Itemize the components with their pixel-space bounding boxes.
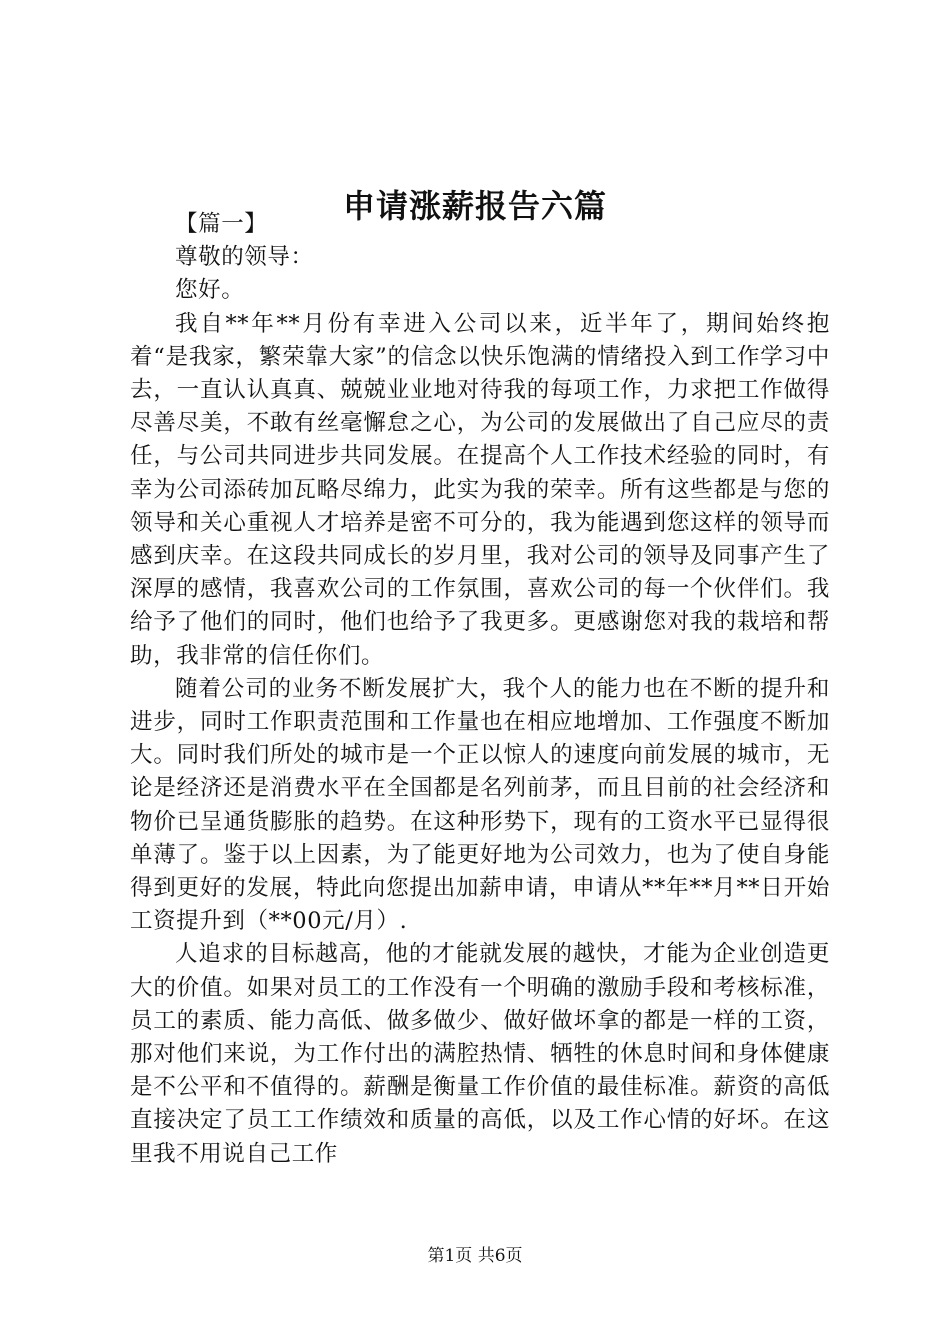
- document-title: 申请涨薪报告六篇: [342, 187, 607, 225]
- greeting: 您好。: [175, 277, 245, 304]
- section-heading: 【篇一】: [175, 211, 268, 237]
- salutation: 尊敬的领导：: [175, 244, 314, 271]
- page-footer: 第1页 共6页: [427, 1246, 523, 1266]
- paragraph-2: 随着公司的业务不断发展扩大，我个人的能力也在不断的提升和进步，同时工作职责范围和工作量也在相应地增加、工作强度不断加大。同时我们所处的城市是一个正以惊人的速度向前发展的城市，无论是经济还是消费水平在全国都是名列前茅，而且目前的社会经济和物价已呈通货膨胀的趋势。在这种形势下，现有的工资水平已显得很单薄了。鉴于以上因素，为了能更好地为公司效力，也为了使自身能得到更好的发展，特此向您提出加薪申请，申请从**年**月**日开始工资提升到（**00元/月）.: [130, 675, 830, 935]
- document-body: [130, 208, 830, 1171]
- paragraph-1: 我自**年**月份有幸进入公司以来，近半年了，期间始终抱着“是我家，繁荣靠大家”的信念以快乐饱满的情绪投入到工作学习中去，一直认认真真、兢兢业业地对待我的每项工作，力求把工作做得尽善尽美，不敢有丝毫懈怠之心，为公司的发展做出了自己应尽的责任，与公司共同进步共同发展。在提高个人工作技术经验的同时，有幸为公司添砖加瓦略尽绵力，此实为我的荣幸。所有这些都是与您的领导和关心重视人才培养是密不可分的，我为能遇到您这样的领导而感到庆幸。在这段共同成长的岁月里，我对公司的领导及同事产生了深厚的感情，我喜欢公司的工作氛围，喜欢公司的每一个伙伴们。我给予了他们的同时，他们也给予了我更多。更感谢您对我的栽培和帮助，我非常的信任你们。: [130, 310, 830, 669]
- paragraph-3: 人追求的目标越高，他的才能就发展的越快，才能为企业创造更大的价值。如果对员工的工作没有一个明确的激励手段和考核标准，员工的素质、能力高低、做多做少、做好做坏拿的都是一样的工资，那对他们来说，为工作付出的满腔热情、牺牲的休息时间和身体健康是不公平和不值得的。薪酬是衡量工作价值的最佳标准。薪资的高低直接决定了员工工作绩效和质量的高低，以及工作心情的好坏。在这里我不用说自己工作: [130, 941, 830, 1167]
